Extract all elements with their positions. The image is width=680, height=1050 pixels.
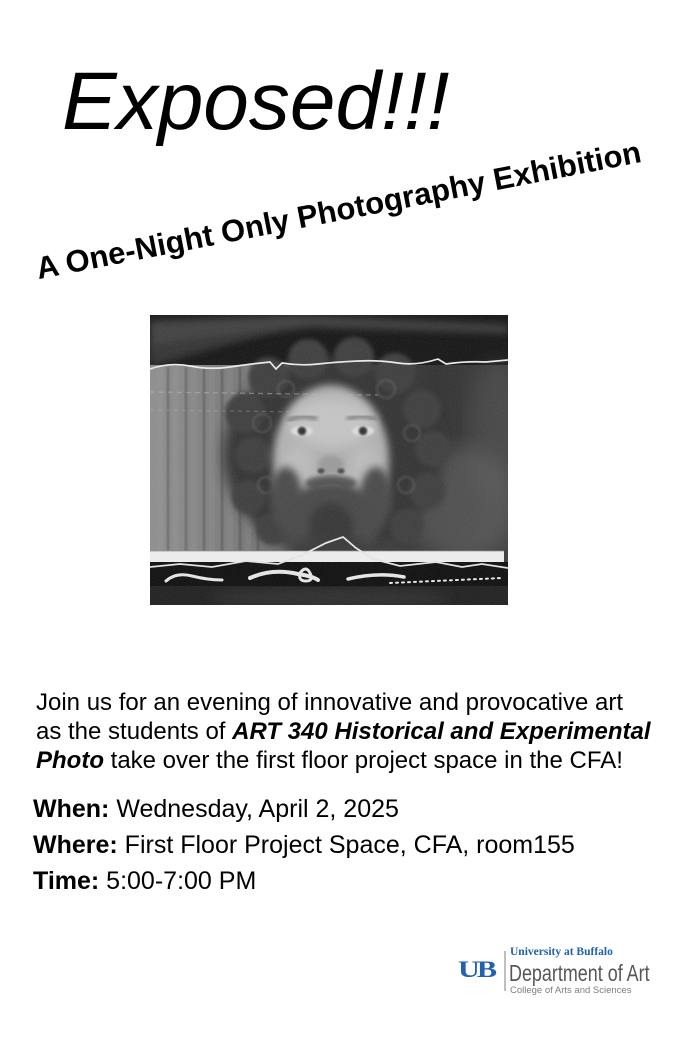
detail-row [33,791,575,827]
university-logo [450,938,665,1006]
exhibition-photo [150,315,508,605]
body-paragraph [36,688,656,775]
detail-value: 5:00-7:00 PM [99,867,257,895]
body-line: Photo take over the first floor project space in the CFA! [36,747,623,774]
logo-college-name: College of Arts and Sciences [510,985,632,996]
logo-department-name: Department of Art [509,960,650,986]
event-details [33,791,575,899]
logo-divider [504,951,506,991]
poster-subtitle: A One-Night Only Photography Exhibition [33,134,644,287]
detail-label: When: [33,795,110,823]
detail-value: Wednesday, April 2, 2025 [109,795,399,823]
logo-university-name: University at Buffalo [510,946,613,958]
detail-row [33,827,575,863]
detail-value: First Floor Project Space, CFA, room155 [117,831,575,859]
detail-row [33,863,575,899]
body-line: as the students of ART 340 Historical and Experimental [36,718,651,745]
body-line: Join us for an evening of innovative and provocative art [36,689,624,716]
poster-title: Exposed!!! [62,56,450,147]
detail-label: Time: [33,867,100,895]
portrait-on-fabric-illustration [150,315,508,605]
ub-logo-mark: UB [458,957,494,983]
detail-label: Where: [33,831,118,859]
